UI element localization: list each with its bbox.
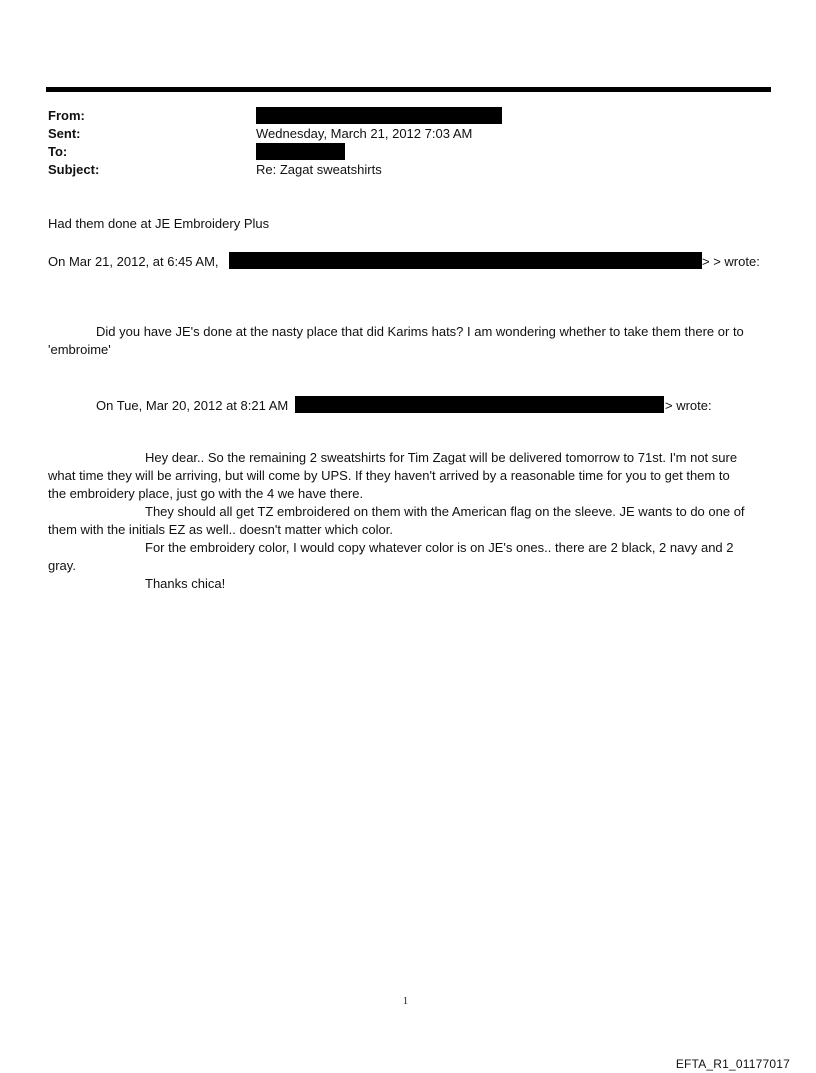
- reply-line: Had them done at JE Embroidery Plus: [48, 216, 270, 231]
- sent-value: Wednesday, March 21, 2012 7:03 AM: [256, 126, 473, 141]
- quote1-redaction: [229, 252, 702, 269]
- quote1-suffix: > > wrote:: [702, 254, 760, 269]
- header-divider: [46, 87, 771, 92]
- quote2-suffix: > wrote:: [665, 398, 712, 413]
- subject-value: Re: Zagat sweatshirts: [256, 162, 382, 177]
- msg2-p3-line1: For the embroidery color, I would copy whatever color is on JE's ones.. there are 2 black, 2 navy and 2: [145, 540, 734, 555]
- from-redaction: [256, 107, 502, 124]
- to-label: To:: [48, 144, 68, 159]
- to-redaction: [256, 143, 345, 160]
- quote1-prefix: On Mar 21, 2012, at 6:45 AM,: [48, 254, 219, 269]
- sent-label: Sent:: [48, 126, 81, 141]
- msg2-p3-line2: gray.: [48, 558, 76, 573]
- msg2-p1-line1: Hey dear.. So the remaining 2 sweatshirts for Tim Zagat will be delivered tomorrow to 71st. I'm not sure: [145, 450, 738, 465]
- msg2-p4: Thanks chica!: [145, 576, 226, 591]
- from-label: From:: [48, 108, 85, 123]
- page-number: 1: [403, 996, 408, 1007]
- msg2-p2-line2: them with the initials EZ as well.. doesn't matter which color.: [48, 522, 393, 537]
- subject-label: Subject:: [48, 162, 100, 177]
- msg2-p1-line3: the embroidery place, just go with the 4 we have there.: [48, 486, 364, 501]
- msg1-line2: 'embroime': [48, 342, 111, 357]
- document-id: EFTA_R1_01177017: [675, 1057, 790, 1071]
- quote2-prefix: On Tue, Mar 20, 2012 at 8:21 AM: [96, 398, 289, 413]
- msg2-p2-line1: They should all get TZ embroidered on them with the American flag on the sleeve. JE wants to do one of: [145, 504, 745, 519]
- quote2-redaction: [295, 396, 664, 413]
- msg2-p1-line2: what time they will be arriving, but will come by UPS. If they haven't arrived by a reasonable time for you to get them to: [48, 468, 730, 483]
- msg1-line1: Did you have JE's done at the nasty place that did Karims hats? I am wondering whether to take them there or to: [96, 324, 744, 339]
